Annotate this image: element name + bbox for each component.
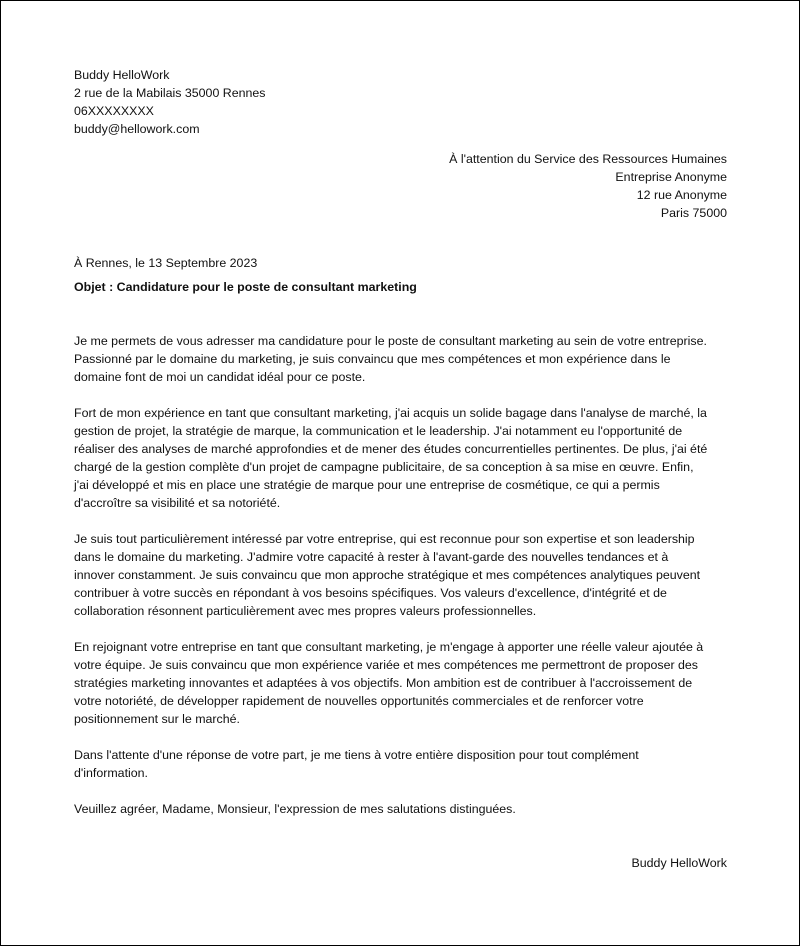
paragraph-line: innover constamment. Je suis convaincu que mon approche stratégique et mes compétences analytiques peuvent [74, 568, 701, 582]
paragraph-line: dans le domaine du marketing. J'admire votre capacité à rester à l'avant-garde des nouvelles tendances et à [74, 550, 669, 564]
paragraph-intro [74, 332, 727, 386]
sender-name: Buddy HelloWork [74, 68, 170, 82]
signature: Buddy HelloWork [631, 856, 727, 870]
paragraph-motivation [74, 530, 727, 620]
date-line: À Rennes, le 13 Septembre 2023 [74, 256, 258, 270]
paragraph-line: d'accroître sa visibilité et sa notoriété. [74, 496, 281, 510]
recipient-block [74, 150, 727, 222]
closing-formula: Veuillez agréer, Madame, Monsieur, l'expression de mes salutations distinguées. [74, 802, 516, 816]
paragraph-line: votre notoriété, de développer rapidement de nouvelles opportunités commerciales et de renforcer votre [74, 694, 644, 708]
paragraph-line: chargé de la gestion complète d'un projet de campagne publicitaire, de sa conception à sa mise en œuvre. Enfin, [74, 460, 694, 474]
paragraph-line: réaliser des analyses de marché approfondies et de mener des études concurrentielles pertinentes. De plus, j'ai été [74, 442, 708, 456]
subject-line: Objet : Candidature pour le poste de consultant marketing [74, 280, 417, 294]
paragraph-line: d'information. [74, 766, 148, 780]
recipient-company: Entreprise Anonyme [615, 170, 727, 184]
paragraph-line: contribuer à votre succès en répondant à vos besoins spécifiques. Vos valeurs d'excellence, d'intégrité et de [74, 586, 667, 600]
paragraph-experience [74, 404, 727, 512]
paragraph-line: domaine font de moi un candidat idéal pour ce poste. [74, 370, 366, 384]
letter-content [74, 66, 727, 872]
paragraph-line: collaboration résonnent particulièrement avec mes propres valeurs professionnelles. [74, 604, 537, 618]
letter-body [74, 332, 727, 818]
paragraph-line: Je suis tout particulièrement intéressé par votre entreprise, qui est reconnue pour son expertise et son leadership [74, 532, 695, 546]
paragraph-line: gestion de projet, la stratégie de marque, la communication et le leadership. J'ai notamment eu l'opportunité de [74, 424, 683, 438]
paragraph-line: En rejoignant votre entreprise en tant que consultant marketing, je m'engage à apporter une réelle valeur ajoutée à [74, 640, 704, 654]
paragraph-line: Passionné par le domaine du marketing, je suis convaincu que mes compétences et mon expérience dans le [74, 352, 671, 366]
paragraph-line: Dans l'attente d'une réponse de votre part, je me tiens à votre entière disposition pour tout complément [74, 748, 639, 762]
paragraph-line: j'ai développé et mis en place une stratégie de marque pour une entreprise de cosmétique, ce qui a permis [74, 478, 660, 492]
recipient-street: 12 rue Anonyme [636, 188, 727, 202]
recipient-attention: À l'attention du Service des Ressources Humaines [449, 152, 727, 166]
paragraph-line: positionnement sur le marché. [74, 712, 240, 726]
sender-block [74, 66, 727, 138]
sender-email: buddy@hellowork.com [74, 122, 200, 136]
paragraph-line: stratégies marketing innovantes et adaptées à vos objectifs. Mon ambition est de contribuer à l'accroissement de [74, 676, 693, 690]
paragraph-commitment [74, 638, 727, 728]
sender-phone: 06XXXXXXXX [74, 104, 154, 118]
paragraph-line: Je me permets de vous adresser ma candidature pour le poste de consultant marketing au sein de votre entreprise. [74, 334, 707, 348]
paragraph-line: votre équipe. Je suis convaincu que mon expérience variée et mes compétences me permettront de proposer des [74, 658, 699, 672]
recipient-city: Paris 75000 [660, 206, 727, 220]
paragraph-line: Fort de mon expérience en tant que consultant marketing, j'ai acquis un solide bagage dans l'analyse de marché, la [74, 406, 707, 420]
sender-address: 2 rue de la Mabilais 35000 Rennes [74, 86, 266, 100]
paragraph-availability [74, 746, 727, 782]
